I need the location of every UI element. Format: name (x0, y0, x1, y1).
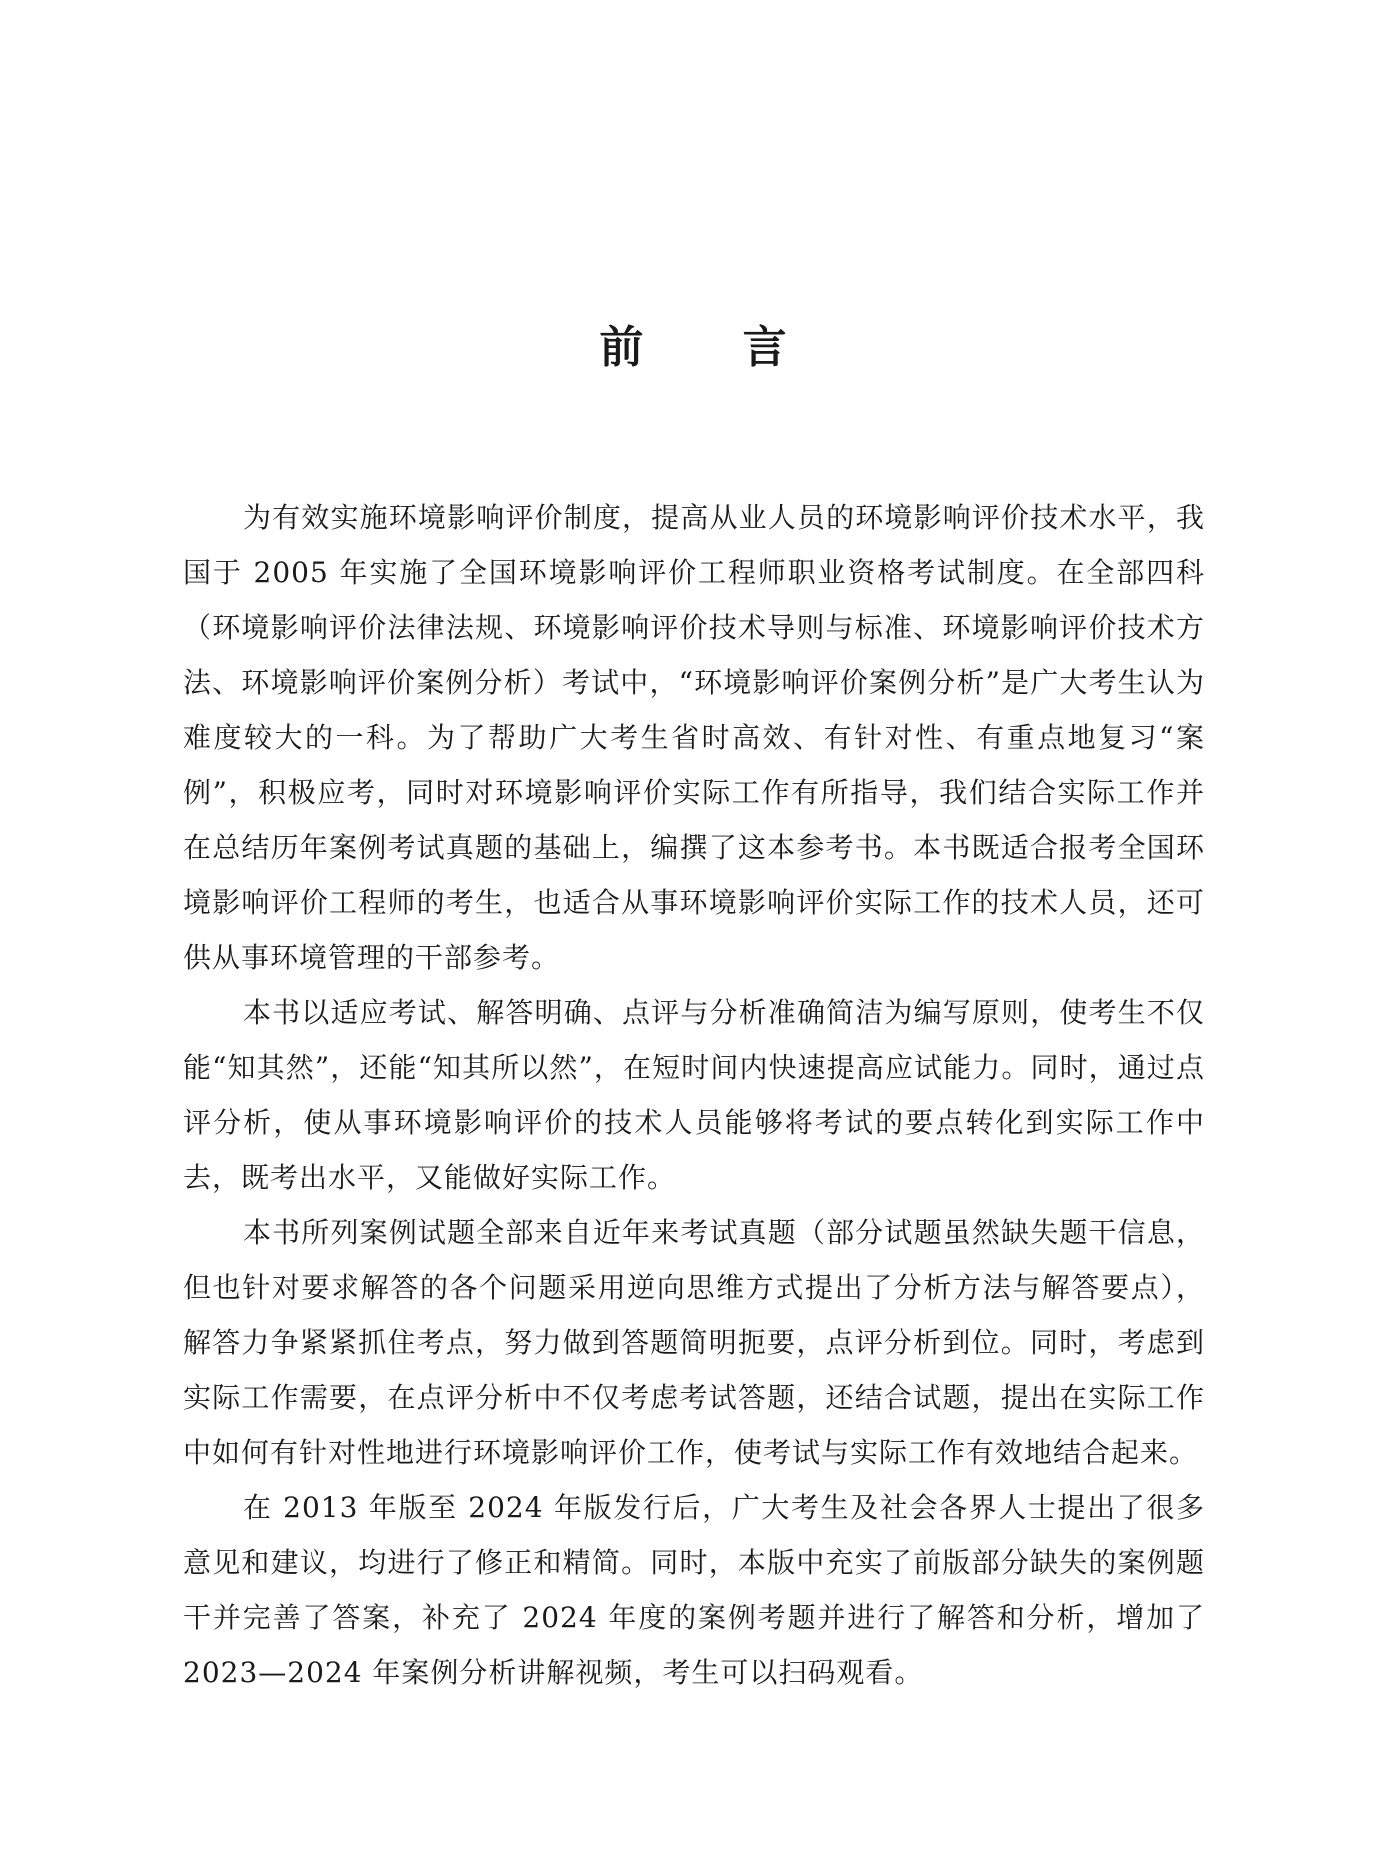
paragraph-3: 本书所列案例试题全部来自近年来考试真题（部分试题虽然缺失题干信息，但也针对要求解答的各个问题采用逆向思维方式提出了分析方法与解答要点），解答力争紧紧抓住考点，努力做到答题简明扼要，点评分析到位。同时，考虑到实际工作需要，在点评分析中不仅考虑考试答题，还结合试题，提出在实际工作中如何有针对性地进行环境影响评价工作，使考试与实际工作有效地结合起来。 (183, 1216, 1205, 1469)
paragraph-2: 本书以适应考试、解答明确、点评与分析准确简洁为编写原则，使考生不仅能“知其然”，还能“知其所以然”，在短时间内快速提高应试能力。同时，通过点评分析，使从事环境影响评价的技术人员能够将考试的要点转化到实际工作中去，既考出水平，又能做好实际工作。 (183, 996, 1205, 1194)
page-title: 前 言 (599, 322, 829, 373)
paragraph-1: 为有效实施环境影响评价制度，提高从业人员的环境影响评价技术水平，我国于 2005 年实施了全国环境影响评价工程师职业资格考试制度。在全部四科（环境影响评价法律法规、环境影响评价技术导则与标准、环境影响评价技术方法、环境影响评价案例分析）考试中，“环境影响评价案例分析”是广大考生认为难度较大的一科。为了帮助广大考生省时高效、有针对性、有重点地复习“案例”，积极应考，同时对环境影响评价实际工作有所指导，我们结合实际工作并在总结历年案例考试真题的基础上，编撰了这本参考书。本书既适合报考全国环境影响评价工程师的考生，也适合从事环境影响评价实际工作的技术人员，还可供从事环境管理的干部参考。 (183, 501, 1205, 974)
preface-body (183, 490, 1205, 1700)
paragraph-4: 在 2013 年版至 2024 年版发行后，广大考生及社会各界人士提出了很多意见和建议，均进行了修正和精简。同时，本版中充实了前版部分缺失的案例题干并完善了答案，补充了 2024 年度的案例考题并进行了解答和分析，增加了 2023—2024 年案例分析讲解视频，考生可以扫码观看。 (183, 1491, 1205, 1689)
